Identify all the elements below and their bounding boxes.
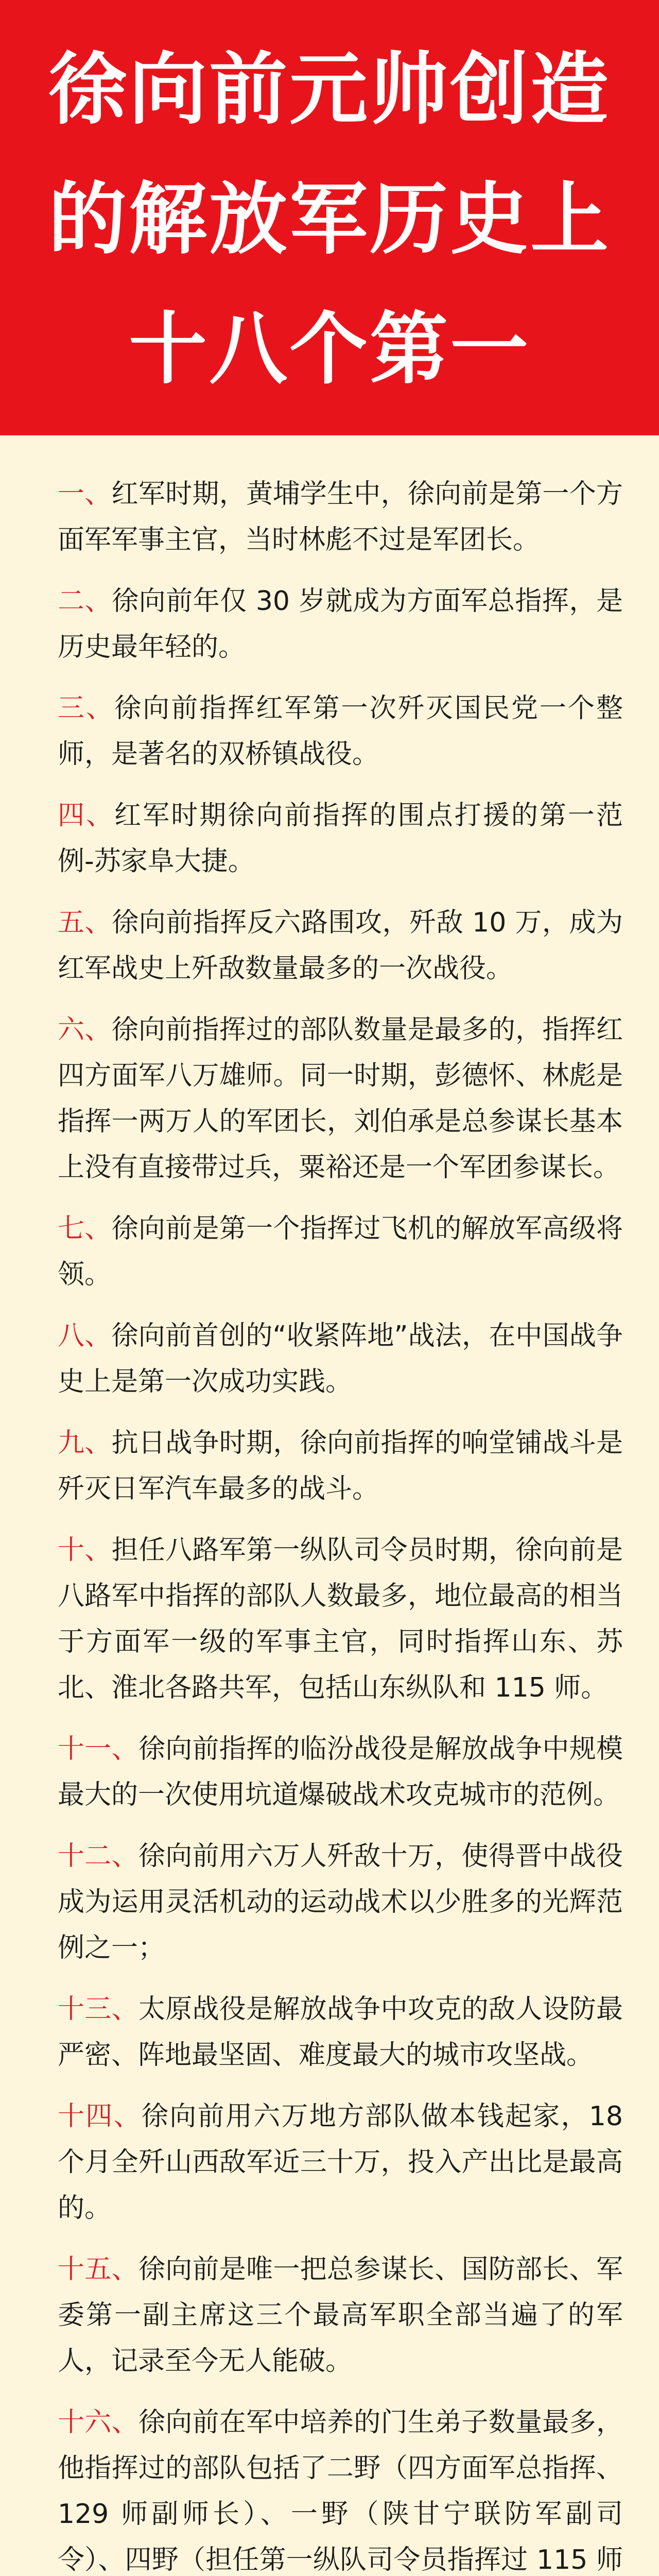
- item-text: 担任八路军第一纵队司令员时期，徐向前是八路军中指挥的部队人数最多，地位最高的相当于方面军一级的军事主官，同时指挥山东、苏北、淮北各路共军，包括山东纵队和 115 师。: [58, 1535, 623, 1703]
- item-number: 十二、: [58, 1841, 138, 1872]
- item-text: 徐向前用六万地方部队做本钱起家，18 个月全歼山西敌军近三十万，投入产出比是最高的。: [58, 2101, 623, 2224]
- list-item: [58, 1420, 623, 1512]
- title-banner: [0, 0, 659, 435]
- item-text: 徐向前指挥的临汾战役是解放战争中规模最大的一次使用坑道爆破战术攻克城市的范例。: [58, 1734, 623, 1810]
- item-number: 五、: [58, 907, 112, 938]
- item-text: 徐向前用六万人歼敌十万，使得晋中战役成为运用灵活机动的运动战术以少胜多的光辉范例之一；: [58, 1841, 623, 1963]
- list-item: [58, 1987, 623, 2078]
- list-item: [58, 1206, 623, 1298]
- list-item: [58, 579, 623, 670]
- item-number: 一、: [58, 479, 112, 510]
- item-number: 三、: [58, 693, 115, 724]
- list-item: [58, 1313, 623, 1405]
- item-text: 抗日战争时期，徐向前指挥的响堂铺战斗是歼灭日军汽车最多的战斗。: [58, 1428, 623, 1504]
- list-item: [58, 1834, 623, 1971]
- item-number: 十五、: [58, 2254, 138, 2285]
- list-item: [58, 686, 623, 777]
- item-number: 十三、: [58, 1994, 138, 2025]
- article-body: [0, 435, 659, 2576]
- item-text: 徐向前是唯一把总参谋长、国防部长、军委第一副主席这三个最高军职全部当遍了的军人，记录至今无人能破。: [58, 2254, 623, 2377]
- list-item: [58, 793, 623, 885]
- title-line-2: 的解放军历史上: [48, 174, 611, 265]
- item-number: 十一、: [58, 1734, 138, 1765]
- item-text: 红军时期徐向前指挥的围点打援的第一范例-苏家阜大捷。: [58, 800, 623, 877]
- list-item: [58, 900, 623, 992]
- list-item: [58, 2247, 623, 2384]
- list-item: [58, 1726, 623, 1818]
- item-number: 九、: [58, 1428, 112, 1459]
- item-number: 十、: [58, 1535, 112, 1566]
- item-number: 二、: [58, 586, 112, 617]
- item-number: 十四、: [58, 2101, 142, 2132]
- item-text: 徐向前指挥过的部队数量是最多的，指挥红四方面军八万雄师。同一时期，彭德怀、林彪是指挥一两万人的军团长，刘伯承是总参谋长基本上没有直接带过兵，粟裕还是一个军团参谋长。: [58, 1014, 623, 1183]
- list-item: [58, 2400, 623, 2576]
- list-item: [58, 1007, 623, 1191]
- item-text: 徐向前首创的“收紧阵地”战法，在中国战争史上是第一次成功实践。: [58, 1320, 623, 1397]
- item-text: 徐向前在军中培养的门生弟子数量最多，他指挥过的部队包括了二野（四方面军总指挥、129 师副师长）、一野（陕甘宁联防军副司令）、四野（担任第一纵队司令员指挥过 115 师: [58, 2407, 623, 2575]
- title-line-1: 徐向前元帅创造: [48, 44, 611, 135]
- item-number: 七、: [58, 1213, 112, 1244]
- list-item: [58, 1528, 623, 1711]
- item-number: 十六、: [58, 2407, 138, 2438]
- item-text: 红军时期，黄埔学生中，徐向前是第一个方面军军事主官，当时林彪不过是军团长。: [58, 479, 623, 555]
- list-item: [58, 471, 623, 563]
- item-text: 徐向前指挥反六路围攻，歼敌 10 万，成为红军战史上歼敌数量最多的一次战役。: [58, 907, 623, 984]
- item-text: 徐向前年仅 30 岁就成为方面军总指挥，是历史最年轻的。: [58, 586, 623, 663]
- item-number: 四、: [58, 800, 115, 831]
- list-item: [58, 2094, 623, 2231]
- item-text: 徐向前是第一个指挥过飞机的解放军高级将领。: [58, 1213, 623, 1290]
- item-number: 八、: [58, 1320, 112, 1351]
- title-line-3: 十八个第一: [129, 303, 530, 395]
- item-text: 太原战役是解放战争中攻克的敌人设防最严密、阵地最坚固、难度最大的城市攻坚战。: [58, 1994, 623, 2071]
- item-number: 六、: [58, 1014, 112, 1045]
- item-text: 徐向前指挥红军第一次歼灭国民党一个整师，是著名的双桥镇战役。: [58, 693, 623, 770]
